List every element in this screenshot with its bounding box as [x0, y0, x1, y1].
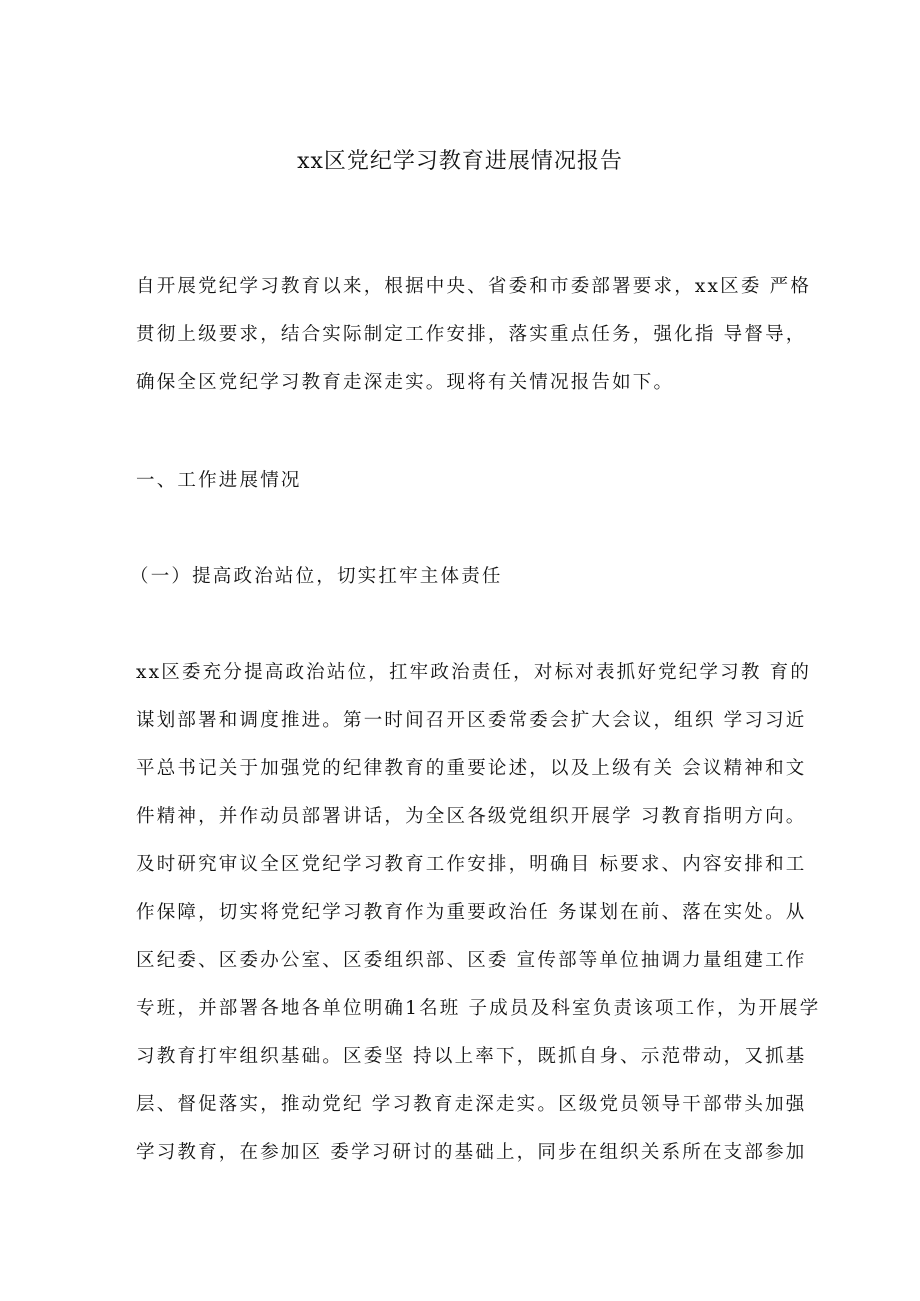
- intro-line-3: 确保全区党纪学习教育走深走实。现将有关情况报告如下。: [136, 372, 675, 393]
- body-line-9: 习教育打牢组织基础。区委坚 持以上率下，既抓自身、示范带动，又抓基: [136, 1046, 807, 1067]
- body-line-8: 专班，并部署各地各单位明确1名班 子成员及科室负责该项工作，为开展学: [136, 998, 821, 1019]
- section-heading-1: 一、工作进展情况: [136, 470, 302, 491]
- document-title: xx区党纪学习教育进展情况报告: [297, 149, 623, 174]
- body-line-6: 作保障，切实将党纪学习教育作为重要政治任 务谋划在前、落在实处。从: [136, 902, 807, 923]
- intro-line-1: 自开展党纪学习教育以来，根据中央、省委和市委部署要求，xx区委 严格: [136, 276, 812, 297]
- body-line-5: 及时研究审议全区党纪学习教育工作安排，明确目 标要求、内容安排和工: [136, 854, 807, 875]
- body-line-10: 层、督促落实，推动党纪 学习教育走深走实。区级党员领导干部带头加强: [136, 1094, 807, 1115]
- body-line-4: 件精神，并作动员部署讲话，为全区各级党组织开展学 习教育指明方向。: [136, 806, 807, 827]
- intro-line-2: 贯彻上级要求，结合实际制定工作安排，落实重点任务，强化指 导督导，: [136, 324, 807, 345]
- body-line-3: 平总书记关于加强党的纪律教育的重要论述，以及上级有关 会议精神和文: [136, 758, 807, 779]
- body-line-11: 学习教育，在参加区 委学习研讨的基础上，同步在组织关系所在支部参加: [136, 1142, 807, 1163]
- body-line-1: xx区委充分提高政治站位，扛牢政治责任，对标对表抓好党纪学习教 育的: [136, 662, 812, 683]
- subsection-heading-1-1: （一）提高政治站位，切实扛牢主体责任: [130, 566, 503, 587]
- body-line-2: 谋划部署和调度推进。第一时间召开区委常委会扩大会议，组织 学习习近: [136, 710, 807, 731]
- body-line-7: 区纪委、区委办公室、区委组织部、区委 宣传部等单位抽调力量组建工作: [136, 950, 807, 971]
